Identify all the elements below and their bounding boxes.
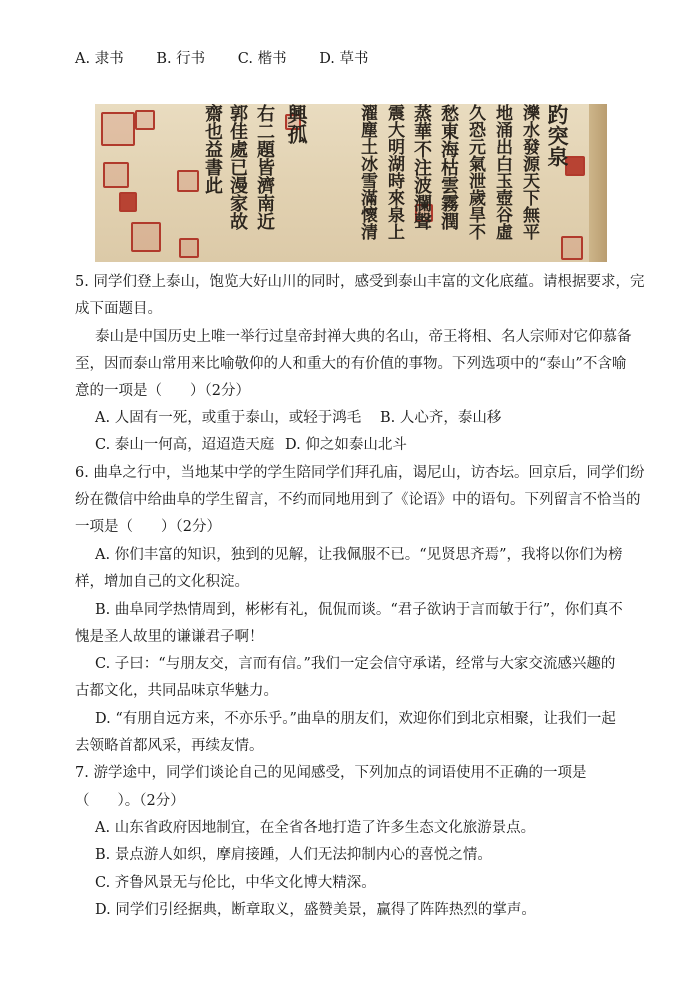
q6-stem-line3 — [75, 517, 221, 537]
q7-paren-open: （ — [75, 793, 90, 809]
calligraphy-column: 濯塵土冰雪滿懷清 — [357, 104, 377, 240]
q4-options — [75, 49, 397, 69]
q6-option-c-line2: 古都文化，共同品味京华魅力。 — [75, 683, 278, 699]
q7-option-a[interactable]: A. 山东省政府因地制宜，在全省各地打造了许多生态文化旅游景点。 — [95, 820, 536, 836]
q5-stem-line2: 成下面题目。 — [75, 301, 162, 317]
q6-option-b-line2: 愧是圣人故里的谦谦君子啊！ — [75, 629, 264, 645]
q6-option-c-line1[interactable]: C. 子曰：“与朋友交，言而有信。”我们一定会信守承诺，经常与大家交流感兴趣的 — [95, 656, 616, 672]
calligraphy-column: 右二題皆濟南近 — [254, 104, 275, 230]
q4-option-d[interactable]: D. 草书 — [319, 51, 369, 67]
q6-option-d-line2: 去领略首都风采，再续友情。 — [75, 738, 264, 754]
calligraphy-column: 久恐元氣泄歲旱不 — [465, 104, 485, 240]
q6-option-a-line2: 样，增加自己的文化积淀。 — [75, 574, 249, 590]
seal-stamp — [135, 110, 155, 130]
q5-score: ）（2分） — [190, 383, 250, 399]
calligraphy-column: 興孤 — [284, 104, 308, 144]
q5-option-b[interactable]: B. 人心齐，泰山移 — [380, 410, 502, 426]
calligraphy-scroll-image — [95, 104, 607, 262]
seal-stamp — [179, 238, 199, 258]
q6-option-d-line1[interactable]: D. “有朋自远方来，不亦乐乎。”曲阜的朋友们，欢迎你们到北京相聚，让我们一起 — [95, 711, 616, 727]
q6-stem-line2: 纷在微信中给曲阜的学生留言，不约而同地用到了《论语》中的语句。下列留言不恰当的 — [75, 492, 641, 508]
q6-option-b-line1[interactable]: B. 曲阜同学热情周到，彬彬有礼，侃侃而谈。“君子欲讷于言而敏于行”，你们真不 — [95, 602, 623, 618]
q5-passage-line2: 至，因而泰山常用来比喻敬仰的人和重大的有价值的事物。下列选项中的“泰山”不含喻 — [75, 356, 627, 372]
seal-stamp — [131, 222, 161, 252]
q6-option-a-line1[interactable]: A. 你们丰富的知识，独到的见解，让我佩服不已。“见贤思齐焉”，我将以你们为榜 — [95, 547, 623, 563]
calligraphy-column: 地涌出白玉壺谷虛 — [492, 104, 512, 240]
q7-stem-line1: 7. 游学途中，同学们谈论自己的见闻感受，下列加点的词语使用不正确的一项是 — [75, 765, 587, 781]
calligraphy-column: 愁東海枯雲霧潤 — [438, 104, 459, 230]
seal-stamp — [177, 170, 199, 192]
q5-option-a[interactable]: A. 人固有一死，或重于泰山，或轻于鸿毛 — [95, 410, 362, 426]
seal-stamp — [119, 192, 137, 212]
scroll-mount — [589, 104, 607, 262]
q7-stem-line2 — [75, 791, 185, 811]
calligraphy-column: 趵突泉 — [545, 104, 570, 167]
calligraphy-column: 震大明湖時來泉上 — [384, 104, 404, 240]
q5-question-text: 意的一项是（ — [75, 383, 162, 399]
q5-option-d[interactable]: D. 仰之如泰山北斗 — [285, 437, 407, 453]
q5-options-row2 — [95, 435, 407, 455]
q5-passage-line1: 泰山是中国历史上唯一举行过皇帝封禅大典的名山，帝王将相、名人宗师对它仰慕备 — [95, 329, 632, 345]
q4-option-b[interactable]: B. 行书 — [156, 51, 206, 67]
q5-options-row1 — [95, 408, 501, 428]
q5-passage-line3 — [75, 381, 250, 401]
calligraphy-column: 濼水發源天下無平 — [519, 104, 539, 240]
q7-option-b[interactable]: B. 景点游人如织，摩肩接踵，人们无法抑制内心的喜悦之情。 — [95, 847, 492, 863]
q6-stem-line1: 6. 曲阜之行中，当地某中学的学生陪同学们拜孔庙，谒尼山，访杏坛。回京后，同学们纷 — [75, 465, 645, 481]
q5-stem-line1: 5. 同学们登上泰山，饱览大好山川的同时，感受到泰山丰富的文化底蕴。请根据要求，完 — [75, 274, 645, 290]
q4-option-a[interactable]: A. 隶书 — [75, 51, 124, 67]
q7-option-d[interactable]: D. 同学们引经据典，断章取义，盛赞美景，赢得了阵阵热烈的掌声。 — [95, 902, 536, 918]
q7-score: ）。（2分） — [117, 793, 185, 809]
q4-option-c[interactable]: C. 楷书 — [237, 51, 287, 67]
calligraphy-column: 郭佳處已漫家故 — [227, 104, 248, 230]
calligraphy-column: 齋也益書此 — [202, 104, 223, 194]
seal-stamp — [103, 162, 129, 188]
q5-option-c[interactable]: C. 泰山一何高，迢迢造天庭 — [95, 437, 275, 453]
q6-question-text: 一项是（ — [75, 519, 133, 535]
q7-option-c[interactable]: C. 齐鲁风景无与伦比，中华文化博大精深。 — [95, 875, 376, 891]
q6-score: ）（2分） — [161, 519, 221, 535]
calligraphy-column: 蒸華不注波瀾聲 — [411, 104, 432, 230]
seal-stamp — [101, 112, 135, 146]
